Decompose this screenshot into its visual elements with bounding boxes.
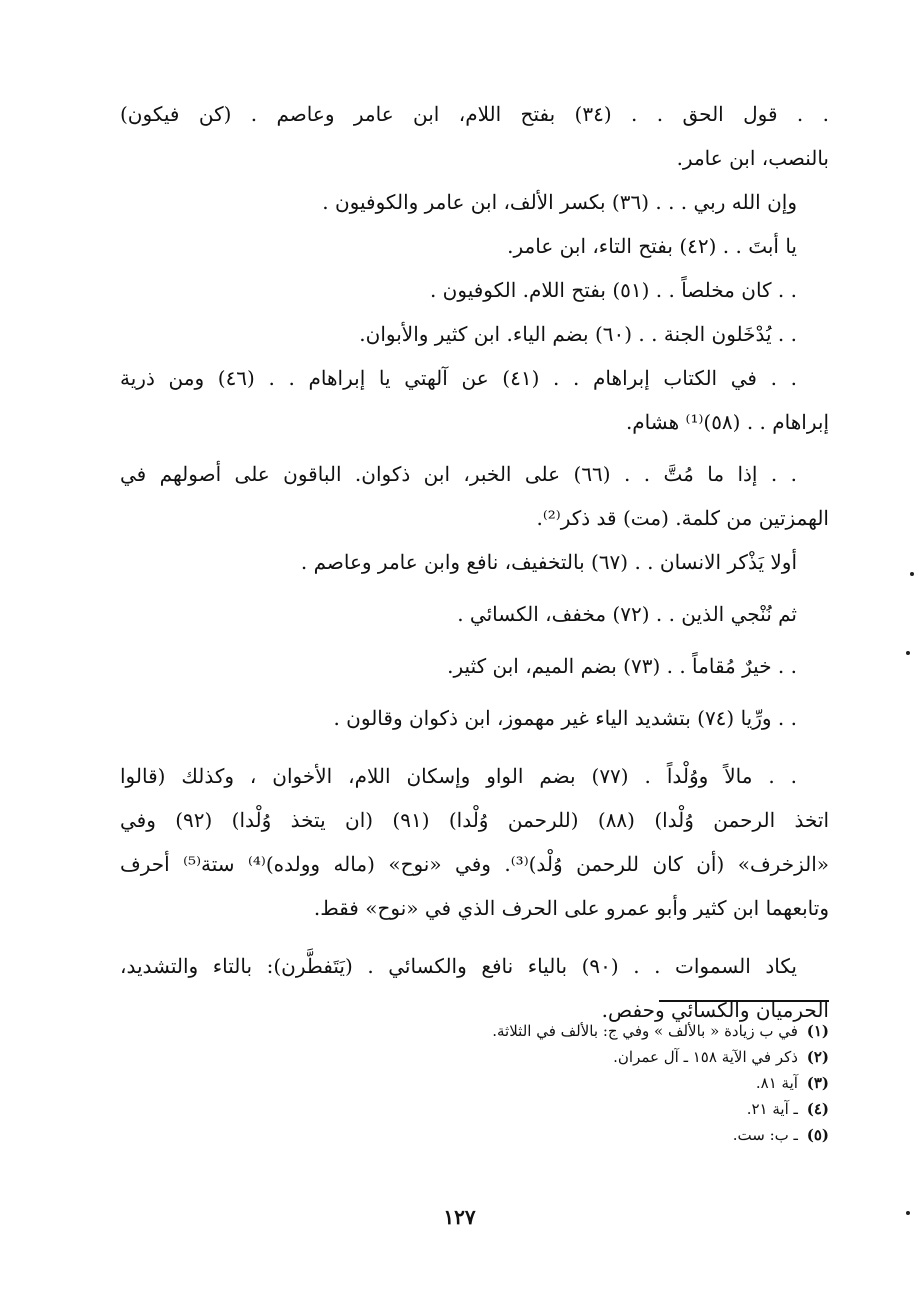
text-line: . . خيرٌ مُقاماً . . (٧٣) بضم الميم، ابن كثير. — [447, 654, 797, 678]
footnote-text: ـ ب: ست. — [732, 1126, 798, 1144]
text-line: . . ورِّيا (٧٤) بتشديد الياء غير مهموز، ابن ذكوان وقالون . — [333, 706, 797, 730]
text-line: الهمزتين من كلمة. (مت) قد ذكر⁽²⁾. — [536, 506, 829, 530]
footnote-separator — [659, 1000, 829, 1002]
footnote-number: (٢) — [806, 1048, 829, 1066]
text-line: وإن الله ربي . . . (٣٦) بكسر الألف، ابن عامر والكوفيون . — [322, 190, 797, 214]
footnote-number: (٣) — [806, 1074, 829, 1092]
text-line: . . مالاً ووُلْداً . (٧٧) بضم الواو وإسكان اللام، الأخوان ، وكذلك (قالوا — [120, 764, 797, 788]
main-text-block — [120, 92, 829, 1032]
text-line: . . يُدْخَلون الجنة . . (٦٠) بضم الياء. ابن كثير والأبوان. — [359, 322, 797, 346]
footnote-number: (٤) — [806, 1100, 829, 1118]
footnote — [300, 1122, 829, 1148]
footnote-text: آية ٨١. — [755, 1074, 798, 1092]
footnote — [300, 1044, 829, 1070]
text-line: الحرميان والكسائي وحفص. — [601, 998, 829, 1022]
footnote-number: (١) — [806, 1022, 829, 1040]
scan-speck — [906, 1211, 910, 1215]
footnote — [300, 1018, 829, 1044]
footnote-text: في ب زيادة « بالألف » وفي ج: بالألف في الثلاثة. — [492, 1022, 798, 1040]
footnote — [300, 1070, 829, 1096]
text-line: . . إذا ما مُتَّ . . (٦٦) على الخبر، ابن ذكوان. الباقون على أصولهم في — [120, 462, 797, 486]
text-line: إبراهام . . (٥٨)⁽¹⁾ هشام. — [625, 410, 829, 434]
scan-speck — [910, 572, 914, 576]
text-line: يكاد السموات . . (٩٠) بالياء نافع والكسائي . (يَتَفطَّرن): بالتاء والتشديد، — [120, 954, 797, 978]
page-number: ١٢٧ — [443, 1205, 476, 1229]
text-line: . . قول الحق . . (٣٤) بفتح اللام، ابن عامر وعاصم . (كن فيكون) — [120, 102, 829, 126]
text-line: يا أبتَ . . (٤٢) بفتح التاء، ابن عامر. — [507, 234, 797, 258]
footnote — [300, 1096, 829, 1122]
text-line: «الزخرف» (أن كان للرحمن وُلْد)⁽³⁾. وفي «نوح» (ماله وولده)⁽⁴⁾ ستة⁽⁵⁾ أحرف — [120, 852, 829, 876]
text-line: . . في الكتاب إبراهام . . (٤١) عن آلهتي يا إبراهام . . (٤٦) ومن ذرية — [120, 366, 797, 390]
text-line: وتابعهما ابن كثير وأبو عمرو على الحرف الذي في «نوح» فقط. — [313, 896, 829, 920]
footnote-number: (٥) — [806, 1126, 829, 1144]
text-line: اتخذ الرحمن وُلْدا) (٨٨) (للرحمن وُلْدا) (٩١) (ان يتخذ وُلْدا) (٩٢) وفي — [120, 808, 829, 832]
footnote-text: ذكر في الآية ١٥٨ ـ آل عمران. — [613, 1048, 798, 1066]
text-line: . . كان مخلصاً . . (٥١) بفتح اللام. الكوفيون . — [429, 278, 797, 302]
footnotes — [300, 1018, 829, 1148]
text-line: ثم نُنْجي الذين . . (٧٢) مخفف، الكسائي . — [457, 602, 797, 626]
text-line: أولا يَذْكر الانسان . . (٦٧) بالتخفيف، نافع وابن عامر وعاصم . — [300, 550, 797, 574]
footnote-text: ـ آية ٢١. — [746, 1100, 798, 1118]
scan-speck — [906, 651, 910, 655]
text-line: بالنصب، ابن عامر. — [676, 146, 829, 170]
